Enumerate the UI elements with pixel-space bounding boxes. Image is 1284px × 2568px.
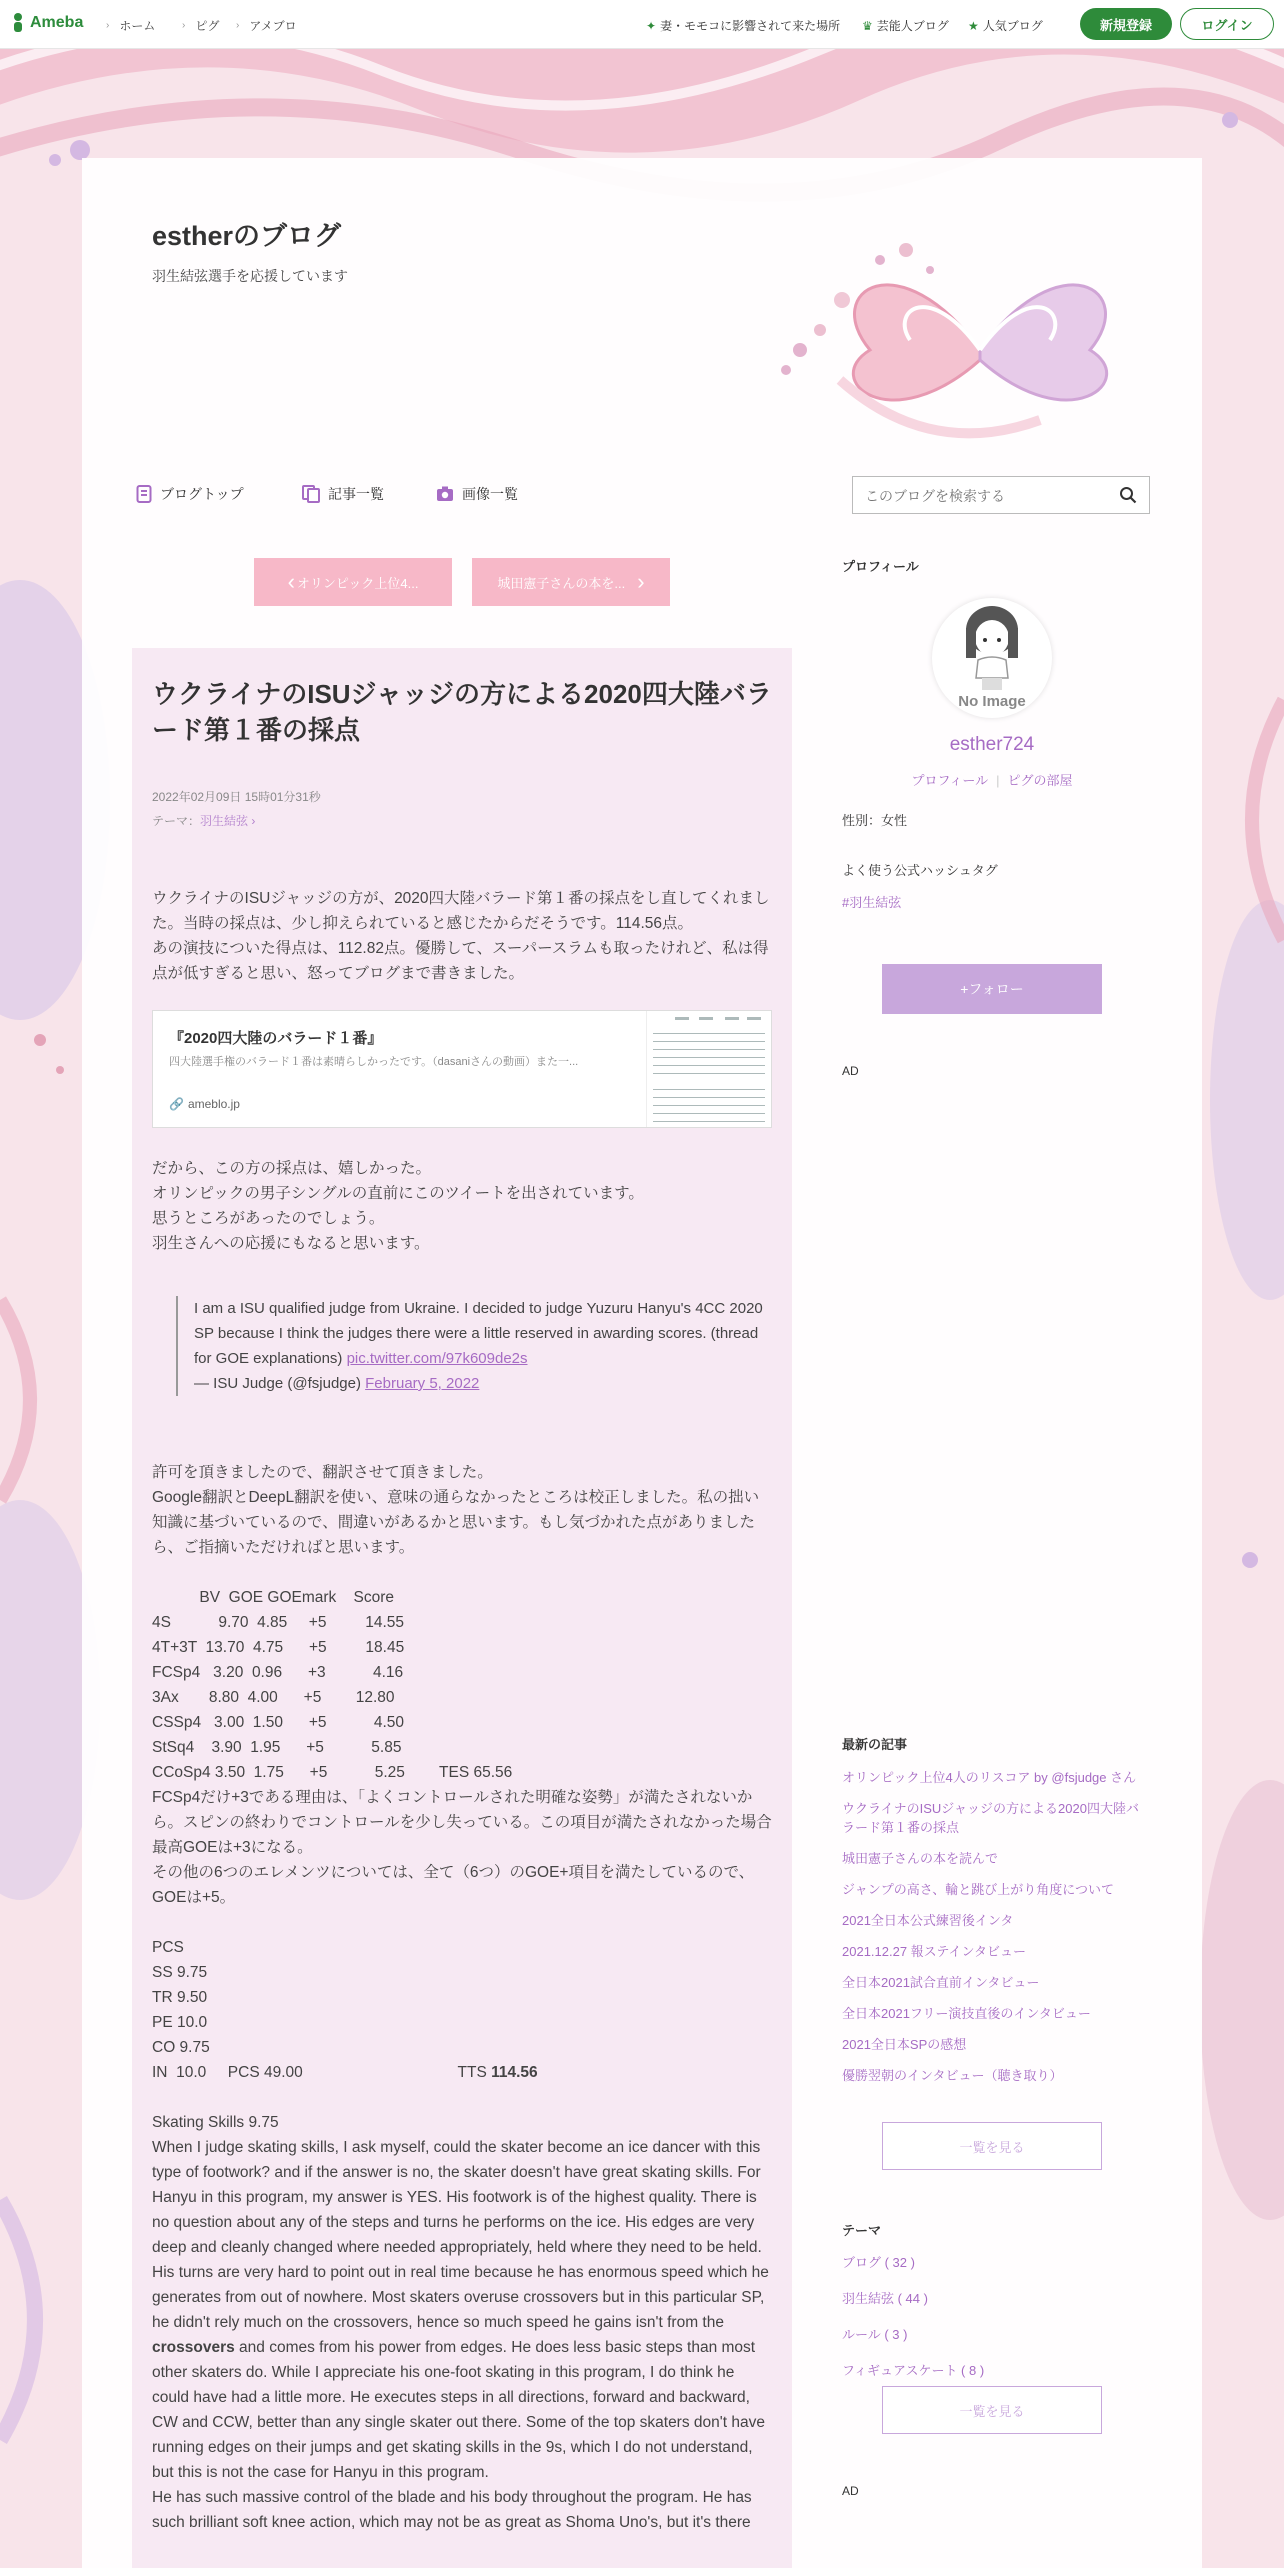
ameba-logo[interactable] — [10, 12, 83, 34]
butterfly-decoration — [780, 230, 1180, 460]
theme-link[interactable]: 羽生結弦 ( 44 ) — [842, 2291, 928, 2306]
logo-text: Ameba — [30, 14, 84, 31]
blog-title[interactable]: estherのブログ — [152, 221, 342, 251]
breadcrumb-label: アメブロ — [249, 19, 297, 33]
recent-article-link[interactable]: オリンピック上位4人のリスコア by @fsjudge さん — [842, 1770, 1137, 1785]
popular-blog-link[interactable] — [968, 17, 1043, 34]
pcs-total-row — [152, 2060, 772, 2085]
nav-label: 画像一覧 — [462, 486, 518, 502]
theme-link[interactable]: ブログ ( 32 ) — [842, 2255, 915, 2270]
recent-article-link[interactable]: 全日本2021試合直前インタビュー — [842, 1975, 1040, 1990]
featured-blog-link[interactable] — [646, 17, 840, 34]
nav-label: 記事一覧 — [328, 486, 384, 502]
chevron-left-icon: ‹ — [287, 569, 295, 594]
breadcrumb-home[interactable] — [106, 17, 155, 34]
profile-links — [842, 770, 1142, 789]
recent-article-link[interactable]: ジャンプの高さ、輪と跳び上がり角度について — [842, 1882, 1114, 1897]
prev-article-label: オリンピック上位4... — [296, 575, 419, 591]
login-button[interactable]: ログイン — [1180, 8, 1274, 40]
avatar-text: No Image — [958, 693, 1026, 710]
breadcrumb-pigg[interactable] — [182, 17, 219, 34]
paragraph: ウクライナのISUジャッジの方が、2020四大陸バラード第１番の採点をし直してくれました。当時の採点は、少し抑えられていると感じたからだそうです。114.56点。 — [152, 890, 770, 932]
recent-article-link[interactable]: 優勝翌朝のインタビュー（聴き取り） — [842, 2068, 1063, 2083]
theme-prefix: テーマ： — [152, 814, 201, 828]
card-thumbnail — [646, 1011, 771, 1127]
paragraph: Google翻訳とDeepL翻訳を使い、意味の通らなかったところは校正しました。私の拙い知識に基づいているので、間違いがあるかと思います。もし気づかれた点がありましたら、ご指摘いただければと思います。 — [152, 1489, 760, 1556]
follow-button[interactable]: +フォロー — [882, 964, 1102, 1014]
paragraph: 羽生さんへの応援にもなると思います。 — [152, 1235, 430, 1252]
next-article-button[interactable] — [472, 558, 670, 606]
search-input[interactable] — [853, 477, 1107, 515]
avatar[interactable] — [932, 598, 1052, 718]
recent-more-button[interactable]: 一覧を見る — [882, 2122, 1102, 2170]
breadcrumb-chevron-icon: › — [106, 20, 110, 31]
score-row: CSSp4 3.00 1.50 +5 4.50 — [152, 1714, 405, 1731]
score-row: FCSp4 3.20 0.96 +3 4.16 — [152, 1664, 404, 1681]
breadcrumb-label: ピグ — [195, 19, 220, 33]
article-body-1 — [152, 1156, 772, 1256]
embedded-tweet — [176, 1296, 774, 1396]
bold-text: crossovers — [152, 2339, 235, 2356]
profile-gender: 性別：女性 — [842, 813, 908, 828]
recent-article-link[interactable]: ウクライナのISUジャッジの方による2020四大陸バラード第１番の採点 — [842, 1801, 1139, 1835]
chevron-right-icon: › — [248, 814, 256, 828]
skating-skills-title: Skating Skills 9.75 — [152, 2114, 279, 2131]
pages-icon — [302, 485, 320, 503]
recent-article-link[interactable]: 2021全日本SPの感想 — [842, 2037, 967, 2052]
profile-link[interactable]: プロフィール — [911, 773, 989, 788]
document-icon — [136, 485, 152, 503]
article-title[interactable]: ウクライナのISUジャッジの方による2020四大陸バラード第１番の採点 — [152, 679, 772, 745]
paragraph: だから、この方の採点は、嬉しかった。 — [152, 1160, 432, 1177]
pcs-row: PCS — [152, 1939, 184, 1956]
tweet-author: — ISU Judge (@fsjudge) — [194, 1375, 361, 1392]
nav-label: ブログトップ — [160, 486, 244, 502]
sparkle-icon: ✦ — [646, 18, 657, 33]
pigg-room-link[interactable]: ピグの部屋 — [1007, 773, 1073, 788]
paragraph: 思うところがあったのでしょう。 — [152, 1210, 385, 1227]
score-row: 3Ax 8.80 4.00 +5 12.80 — [152, 1689, 395, 1706]
article-intro — [152, 886, 772, 986]
domain-text: ameblo.jp — [187, 1097, 240, 1111]
breadcrumb-ameblo[interactable] — [236, 17, 297, 34]
article-body-2 — [152, 1460, 772, 2535]
tts-value: 114.56 — [491, 2064, 538, 2081]
paragraph: He has such massive control of the blade and his body throughout the program. He has such brilliant soft knee action, which may not be as great as Shoma Uno's, but it's there — [152, 2489, 752, 2531]
card-title: 『2020四大陸のバラード１番』 — [169, 1030, 383, 1047]
article-theme — [152, 812, 255, 829]
nav-blog-top[interactable] — [136, 484, 244, 504]
nav-image-list[interactable] — [436, 484, 518, 504]
camera-icon — [436, 486, 454, 502]
star-icon: ★ — [968, 18, 979, 33]
score-row: CCoSp4 3.50 1.75 +5 5.25 TES 65.56 — [152, 1764, 513, 1781]
theme-link[interactable]: ルール ( 3 ) — [842, 2327, 908, 2342]
blog-search[interactable] — [852, 476, 1150, 514]
recent-article-link[interactable]: 2021.12.27 報ステインタビュー — [842, 1944, 1026, 1959]
no-image-avatar-icon — [932, 598, 1052, 718]
text-span: When I judge skating skills, I ask myself, could the skater become an ice dancer with this type of footwork? and if the answer is no, the skater doesn't have great skating skills. For Hanyu in this program, my answer is YES. His footwork is of the highest quality. There is no question about any of the steps and turns he performs on the ice. His edges are very deep and cleanly changed where needed appropriately, held where they need to be held. His turns are very hard to point out in real time because he has enormous speed which he generates from out of nowhere. Most skaters overuse crossovers but in this particular SP, he didn't rely much on the crossovers, hence so much speed he gains isn't from the — [152, 2139, 769, 2331]
divider: | — [996, 773, 1000, 788]
link-label: 妻・モモコに影響されて来た場所 — [660, 19, 841, 33]
celebrity-blog-link[interactable] — [862, 17, 949, 34]
crown-icon: ♛ — [862, 18, 873, 33]
blog-link-card[interactable] — [152, 1010, 772, 1128]
register-button[interactable]: 新規登録 — [1080, 8, 1172, 40]
breadcrumb-label: ホーム — [119, 19, 156, 33]
search-icon[interactable] — [1119, 486, 1137, 504]
hashtag-link[interactable]: #羽生結弦 — [842, 895, 902, 910]
recent-article-link[interactable]: 城田憲子さんの本を読んで — [842, 1851, 999, 1866]
recent-articles-list — [842, 1768, 1142, 2097]
ad-label: AD — [842, 1064, 859, 1078]
recent-article-link[interactable]: 2021全日本公式練習後インタ — [842, 1913, 1014, 1928]
themes-heading: テーマ — [842, 2223, 882, 2238]
nav-article-list[interactable] — [302, 484, 384, 504]
paragraph — [152, 2135, 772, 2485]
pcs-row: SS 9.75 — [152, 1964, 208, 1981]
blog-description: 羽生結弦選手を応援しています — [152, 268, 348, 284]
ameba-icon — [10, 12, 26, 34]
breadcrumb-chevron-icon: › — [236, 20, 240, 31]
tweet-date-link[interactable]: February 5, 2022 — [365, 1375, 480, 1392]
paragraph: あの演技についた得点は、112.82点。優勝して、スーパースラムも取ったけれど、私は得点が低すぎると思い、怒ってブログまで書きました。 — [152, 940, 769, 982]
article-date: 2022年02月09日 15時01分31秒 — [152, 790, 321, 804]
pcs-total-label: IN 10.0 PCS 49.00 TTS — [152, 2064, 492, 2081]
theme-link[interactable]: 羽生結弦 — [200, 814, 249, 828]
card-description: 四大陸選手権のバラード１番は素晴らしかったです。（dasaniさんの動画）また一... — [169, 1056, 579, 1068]
paragraph: FCSp4だけ+3である理由は、「よくコントロールされた明確な姿勢」が満たされないから。スピンの終わりでコントロールを少し失っている。この項目が満たされなかった場合最高GOEは+3になる。 — [152, 1789, 772, 1856]
text-span: and comes from his power from edges. He does less basic steps than most other skaters do. While I appreciate his one-foot skating in this program, I do think he could have had a little more. He executes steps in all directions, forward and backward, CW and CCW, better than any single skater out there. Some of the top skaters don't have running edges on their jumps and get skating skills in the 9s, which I do not understand, but this is not the case for Hanyu in this program. — [152, 2339, 765, 2481]
article — [132, 648, 792, 2568]
ad-label: AD — [842, 2484, 859, 2498]
breadcrumb-chevron-icon: › — [182, 20, 186, 31]
next-article-label: 城田憲子さんの本を... — [497, 575, 626, 591]
themes-list — [842, 2252, 1142, 2396]
link-icon: 🔗 — [169, 1097, 184, 1111]
score-row: 4T+3T 13.70 4.75 +5 18.45 — [152, 1639, 405, 1656]
pcs-row: PE 10.0 — [152, 2014, 208, 2031]
tweet-text: I am a ISU qualified judge from Ukraine. I decided to judge Yuzuru Hanyu's 4CC 2020 SP because I think the judges there were a little reserved in awarding scores. (thread for GOE explanations) — [194, 1300, 763, 1367]
score-table-header: BV GOE GOEmark Score — [152, 1589, 395, 1606]
pcs-row: TR 9.50 — [152, 1989, 208, 2006]
paragraph: 許可を頂きましたので、翻訳させて頂きました。 — [152, 1464, 493, 1481]
pcs-row: CO 9.75 — [152, 2039, 210, 2056]
global-header — [0, 0, 1284, 49]
themes-more-button[interactable]: 一覧を見る — [882, 2386, 1102, 2434]
theme-link[interactable]: フィギュアスケート ( 8 ) — [842, 2363, 985, 2378]
recent-heading: 最新の記事 — [842, 1737, 908, 1752]
link-label: 人気ブログ — [982, 19, 1043, 33]
hashtag-heading: よく使う公式ハッシュタグ — [842, 863, 998, 878]
prev-article-button[interactable] — [254, 558, 452, 606]
paragraph: オリンピックの男子シングルの直前にこのツイートを出されています。 — [152, 1185, 644, 1202]
recent-article-link[interactable]: 全日本2021フリー演技直後のインタビュー — [842, 2006, 1091, 2021]
chevron-right-icon: › — [637, 569, 645, 594]
tweet-pic-link[interactable]: pic.twitter.com/97k609de2s — [346, 1350, 528, 1367]
link-label: 芸能人ブログ — [876, 19, 949, 33]
score-row: 4S 9.70 4.85 +5 14.55 — [152, 1614, 405, 1631]
profile-name[interactable]: esther724 — [949, 734, 1035, 755]
card-domain — [169, 1097, 240, 1111]
profile-heading: プロフィール — [842, 559, 919, 574]
paragraph: その他の6つのエレメンツについては、全て（6つ）のGOE+項目を満たしているので、GOEは+5。 — [152, 1864, 755, 1906]
score-row: StSq4 3.90 1.95 +5 5.85 — [152, 1739, 402, 1756]
